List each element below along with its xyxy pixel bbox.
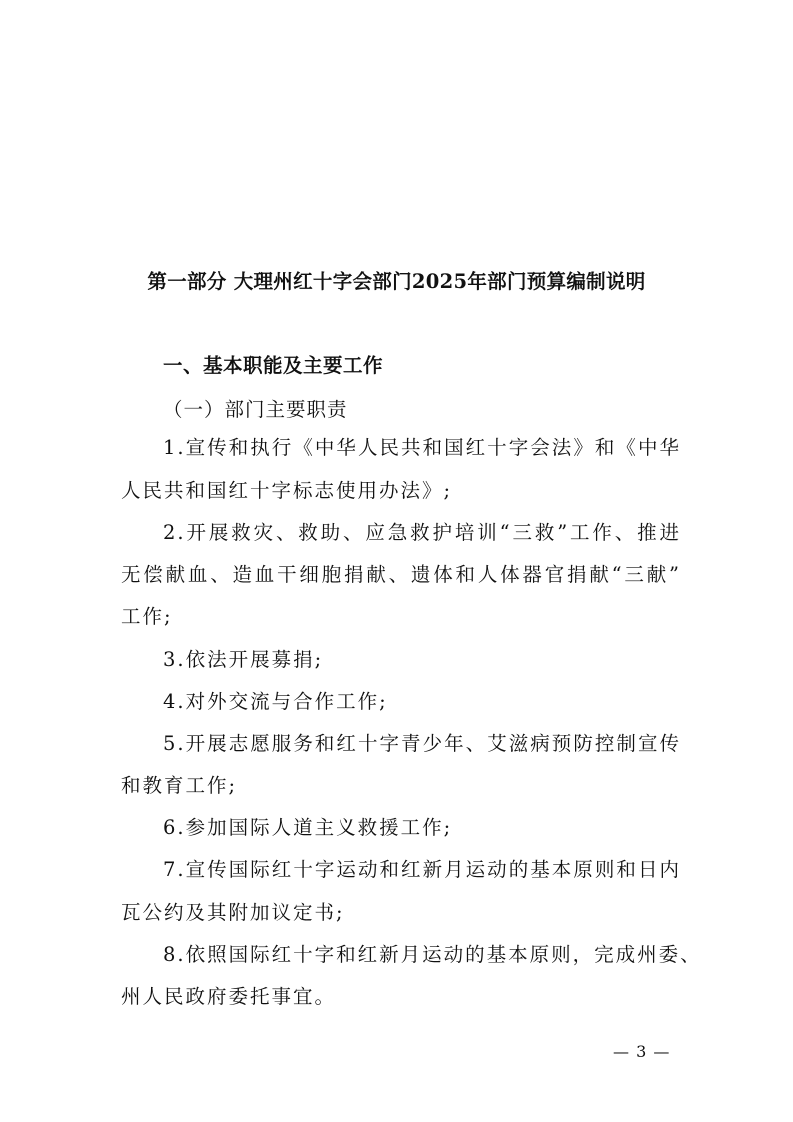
duty-item-1-line-2: 人民共和国红十字标志使用办法》; (121, 479, 453, 502)
duty-item-5-line-1: 5.开展志愿服务和红十字青少年、艾滋病预防控制宣传 (163, 732, 681, 755)
duty-item-2-line-3: 工作; (121, 605, 173, 628)
subsection-heading: （一）部门主要职责 (163, 398, 348, 421)
duty-item-7-line-1: 7.宣传国际红十字运动和红新月运动的基本原则和日内 (163, 858, 681, 881)
section-heading: 一、基本职能及主要工作 (163, 354, 384, 377)
duty-item-1-line-1: 1.宣传和执行《中华人民共和国红十字会法》和《中华 (163, 436, 681, 459)
duty-item-4-line-1: 4.对外交流与合作工作; (163, 690, 388, 713)
document-title: 第一部分 大理州红十字会部门2025年部门预算编制说明 (147, 270, 646, 293)
duty-item-2-line-1: 2.开展救灾、救助、应急救护培训“三救”工作、推进 (163, 521, 681, 544)
duty-item-5-line-2: 和教育工作; (121, 774, 238, 797)
page-number: — 3 — (613, 1042, 671, 1061)
duty-item-8-line-1: 8.依照国际红十字和红新月运动的基本原则，完成州委、 (163, 943, 702, 966)
duty-item-6-line-1: 6.参加国际人道主义救援工作; (163, 816, 453, 839)
duty-item-3-line-1: 3.依法开展募捐; (163, 648, 324, 671)
duty-item-7-line-2: 瓦公约及其附加议定书; (121, 901, 345, 924)
duty-item-8-line-2: 州人民政府委托事宜。 (121, 985, 337, 1008)
duty-item-2-line-2: 无偿献血、造血干细胞捐献、遗体和人体器官捐献“三献” (121, 563, 681, 586)
